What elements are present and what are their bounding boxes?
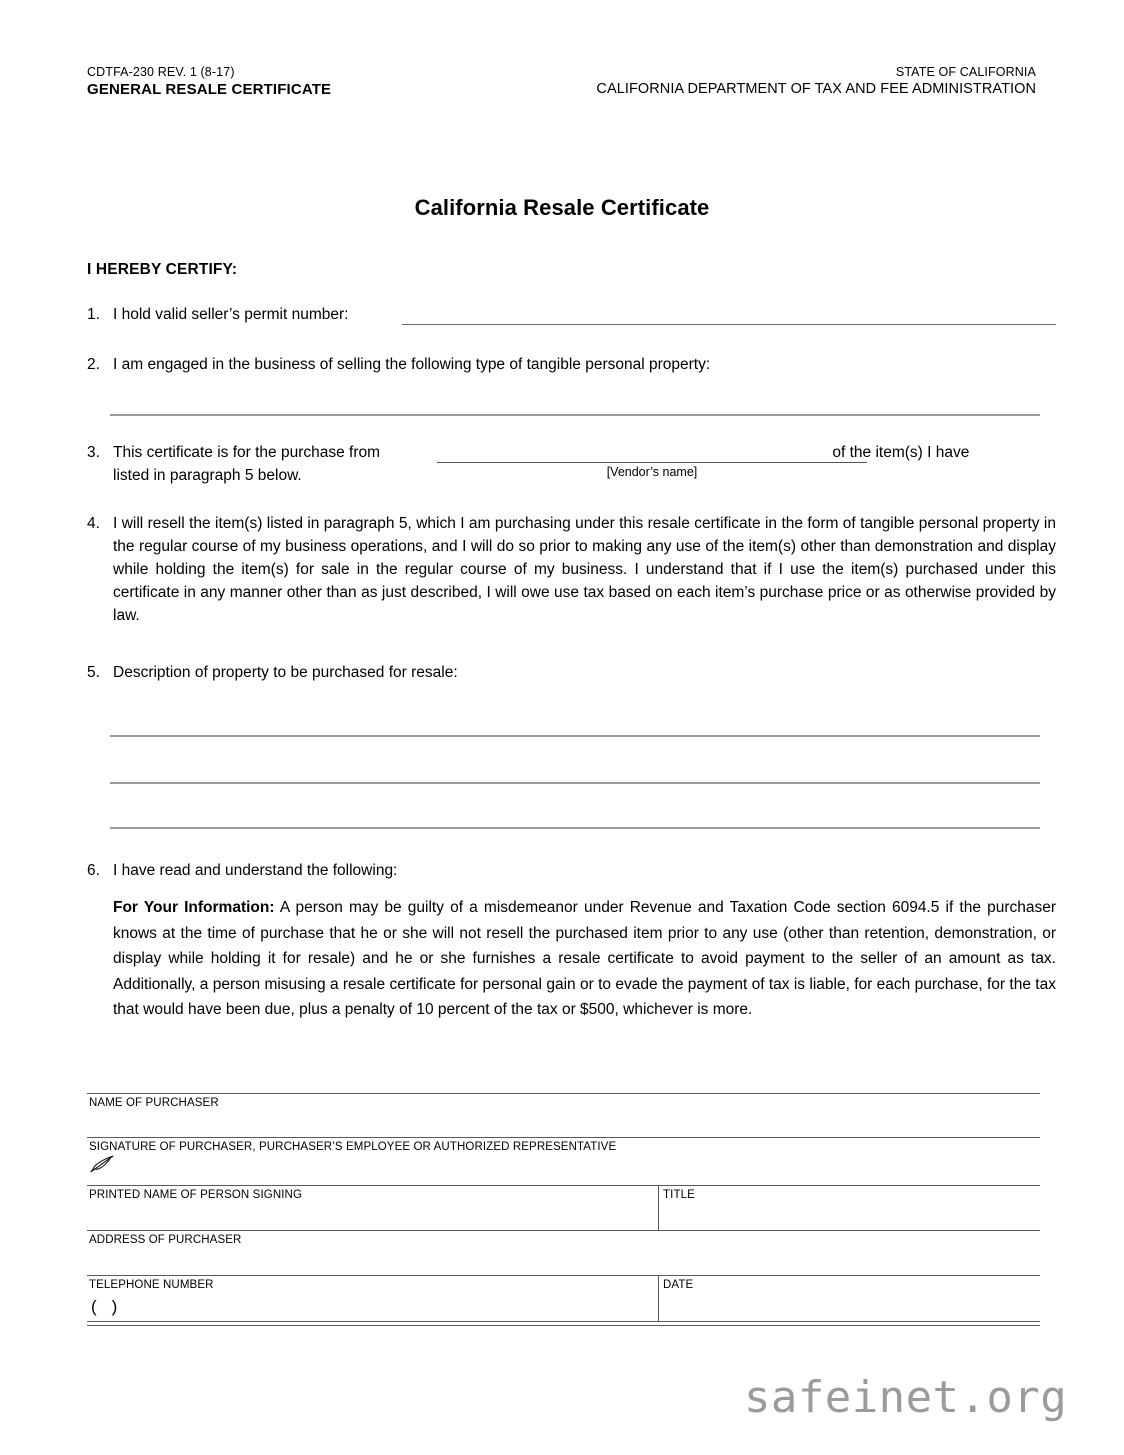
telephone-number-input[interactable]: ( )	[91, 1297, 123, 1316]
signature-of-purchaser-label: SIGNATURE OF PURCHASER, PURCHASER’S EMPLOYEE OR AUTHORIZED REPRESENTATIVE	[89, 1141, 617, 1153]
description-line-1[interactable]	[110, 735, 1040, 737]
item-3-text-before: This certificate is for the purchase from	[113, 444, 381, 461]
page-title: California Resale Certificate	[414, 195, 710, 220]
vendor-name-caption: [Vendor’s name]	[606, 465, 698, 479]
header-left	[87, 64, 331, 99]
item-1-text: I hold valid seller’s permit number:	[113, 306, 349, 323]
item-5-text: Description of property to be purchased for resale:	[113, 664, 458, 681]
for-your-information-separator: :	[269, 899, 275, 916]
address-of-purchaser-label: ADDRESS OF PURCHASER	[89, 1234, 242, 1246]
department-label: CALIFORNIA DEPARTMENT OF TAX AND FEE ADMINISTRATION	[596, 81, 1036, 97]
signature-block-bottom-rule	[87, 1321, 1040, 1326]
item-4-number: 4.	[87, 515, 100, 532]
telephone-number-label: TELEPHONE NUMBER	[89, 1279, 214, 1291]
pen-nib-icon	[90, 1155, 114, 1178]
address-of-purchaser-row[interactable]	[87, 1230, 1040, 1275]
document-header	[87, 64, 1036, 99]
name-of-purchaser-row[interactable]	[87, 1093, 1040, 1137]
item-4-text: I will resell the item(s) listed in paragraph 5, which I am purchasing under this resale certificate in the form of tangible personal property in the regular course of my business operations, and I will do so prior to making any use of the item(s) other than demonstration and display while holding the item(s) for sale in the regular course of my business. I understand that if I use the item(s) purchased under this certificate in any manner other than as just described, I will owe use tax based on each item’s purchase price or as otherwise provided by law.	[113, 515, 1056, 624]
item-1-number: 1.	[87, 306, 100, 323]
date-label: DATE	[663, 1279, 694, 1291]
for-your-information-paragraph	[113, 895, 1056, 1023]
item-3-number: 3.	[87, 444, 100, 461]
item-4	[87, 512, 1056, 627]
item-5	[87, 661, 1056, 684]
description-line-3[interactable]	[110, 827, 1040, 829]
description-line-2[interactable]	[110, 782, 1040, 784]
signature-of-purchaser-row[interactable]	[87, 1137, 1040, 1185]
item-5-number: 5.	[87, 664, 100, 681]
item-6	[87, 859, 1056, 882]
vendor-name-field[interactable]	[437, 462, 867, 463]
item-6-number: 6.	[87, 862, 100, 879]
form-title: GENERAL RESALE CERTIFICATE	[87, 81, 332, 98]
item-2-number: 2.	[87, 356, 100, 373]
signature-block	[87, 1093, 1040, 1326]
item-2-text: I am engaged in the business of selling the following type of tangible personal property:	[113, 356, 711, 373]
state-label: STATE OF CALIFORNIA	[895, 65, 1036, 79]
for-your-information-label: For Your Information	[113, 899, 270, 916]
printed-name-title-row	[87, 1185, 1040, 1230]
item-3-text-after: of the item(s) I have	[832, 444, 970, 461]
item-3	[87, 441, 1056, 487]
printed-name-label: PRINTED NAME OF PERSON SIGNING	[89, 1189, 303, 1201]
watermark: safeinet.org	[744, 1372, 1068, 1423]
title-label: TITLE	[663, 1189, 695, 1201]
printed-name-title-divider	[658, 1186, 659, 1230]
telephone-date-row	[87, 1275, 1040, 1321]
name-of-purchaser-label: NAME OF PURCHASER	[89, 1097, 219, 1109]
business-type-field[interactable]	[110, 414, 1040, 416]
item-6-text: I have read and understand the following:	[113, 862, 398, 879]
item-2	[87, 353, 1056, 376]
item-3-text-second-line: listed in paragraph 5 below.	[113, 467, 302, 484]
form-number: CDTFA-230 REV. 1 (8-17)	[87, 65, 235, 79]
header-right	[596, 64, 1036, 99]
telephone-date-divider	[658, 1276, 659, 1321]
item-1	[87, 303, 1056, 326]
sellers-permit-number-field[interactable]	[402, 324, 1056, 325]
certify-heading: I HEREBY CERTIFY:	[87, 261, 238, 278]
for-your-information-body: A person may be guilty of a misdemeanor under Revenue and Taxation Code section 6094.5 if the purchaser knows at the time of purchase that he or she will not resell the purchased item prior to any use (other than retention, demonstration, or display while holding it for resale) and he or she furnishes a resale certificate to avoid payment to the seller of an amount as tax. Additionally, a person misusing a resale certificate for personal gain or to evade the payment of tax is liable, for each purchase, for the tax that would have been due, plus a penalty of 10 percent of the tax or $500, whichever is more.	[113, 899, 1056, 1018]
